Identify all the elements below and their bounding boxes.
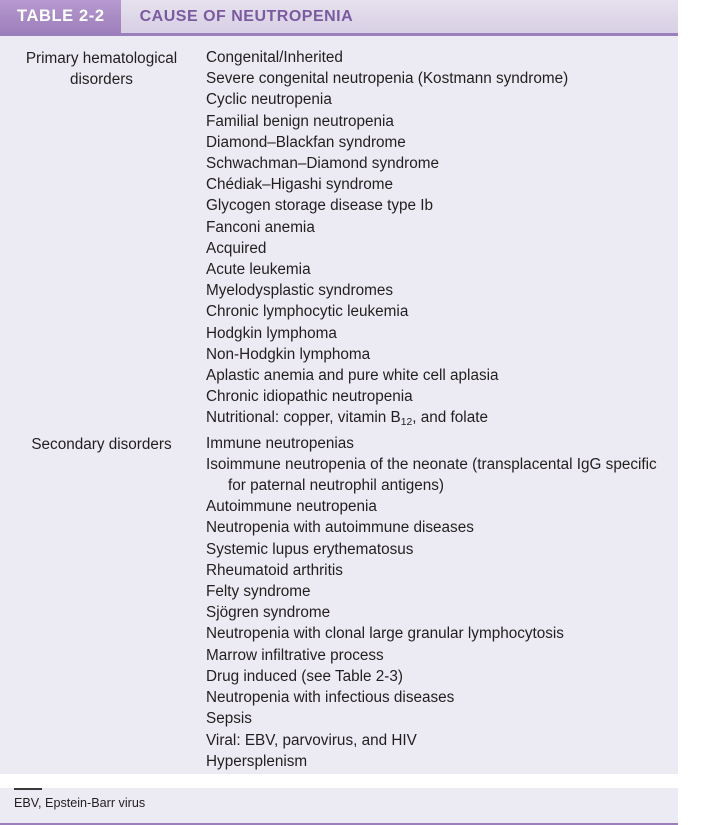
table-number-label: TABLE 2-2 — [17, 7, 105, 25]
list-item: Sjögren syndrome — [206, 604, 331, 622]
list-item: Chronic idiopathic neutropenia — [206, 388, 413, 406]
list-item: Sepsis — [206, 710, 252, 728]
list-item: Felty syndrome — [206, 583, 311, 601]
table-title: CAUSE OF NEUTROPENIA — [139, 7, 354, 25]
list-item: Schwachman–Diamond syndrome — [206, 155, 439, 173]
list-item: Autoimmune neutropenia — [206, 498, 377, 516]
table-section-primary — [0, 47, 678, 433]
list-item: Neutropenia with clonal large granular lymphocytosis — [206, 625, 564, 643]
list-item-isoimmune: Isoimmune neutropenia of the neonate (transplacental IgG specific for paternal neutrophil antigens) — [206, 455, 657, 495]
list-item: Fanconi anemia — [206, 218, 315, 236]
section-label-primary-line1: Primary hematological — [25, 50, 178, 67]
list-item: Immune neutropenias — [206, 434, 354, 452]
section-label-cell-secondary — [0, 433, 206, 455]
section-label-cell-primary — [0, 47, 206, 90]
footnote-rule — [14, 788, 42, 791]
list-item: Rheumatoid arthritis — [206, 561, 343, 579]
list-item: Marrow infiltrative process — [206, 646, 384, 664]
list-item: Myelodysplastic syndromes — [206, 282, 394, 300]
list-item: Chronic lymphocytic leukemia — [206, 303, 409, 321]
list-item: Congenital/Inherited — [206, 49, 343, 66]
section-label-primary-line2: disorders — [70, 71, 133, 89]
section-label-primary — [14, 48, 189, 90]
list-item: Familial benign neutropenia — [206, 112, 394, 130]
list-item-nutritional-prefix: Nutritional: copper, vitamin B — [206, 409, 401, 427]
section-label-secondary-line1: Secondary disorders — [31, 435, 172, 453]
list-item: Chédiak–Higashi syndrome — [206, 176, 394, 194]
list-item: Non-Hodgkin lymphoma — [206, 345, 371, 363]
list-item: Diamond–Blackfan syndrome — [206, 133, 406, 151]
list-item-nutritional-subscript: 12 — [400, 417, 413, 429]
table-header — [0, 0, 678, 36]
list-item: Glycogen storage disease type Ib — [206, 197, 434, 215]
table-number-block — [0, 0, 121, 33]
list-item: Neutropenia with infectious diseases — [206, 689, 455, 707]
footnote-text: EBV, Epstein-Barr virus — [14, 796, 146, 811]
table-body — [0, 36, 678, 774]
table-title-block — [121, 0, 354, 33]
list-item: Systemic lupus erythematosus — [206, 540, 414, 558]
list-item-nutritional — [206, 407, 670, 430]
footnote-area — [0, 788, 678, 824]
list-item: Viral: EBV, parvovirus, and HIV — [206, 731, 417, 749]
list-item: Neutropenia with autoimmune diseases — [206, 519, 474, 537]
list-item: Severe congenital neutropenia (Kostmann syndrome) — [206, 70, 569, 88]
list-item: Hypersplenism — [206, 752, 308, 770]
list-item: Acute leukemia — [206, 261, 311, 279]
section-label-secondary — [14, 434, 189, 455]
table-section-secondary — [0, 433, 678, 774]
list-item: Aplastic anemia and pure white cell aplasia — [206, 367, 499, 385]
list-item: Acquired — [206, 239, 267, 257]
section-items-cell-secondary — [206, 433, 678, 772]
list-item-nutritional-suffix: , and folate — [412, 409, 488, 427]
list-item: Hodgkin lymphoma — [206, 324, 337, 342]
list-item: Cyclic neutropenia — [206, 91, 332, 109]
section-items-cell-primary — [206, 47, 678, 431]
list-item: Drug induced (see Table 2-3) — [206, 667, 403, 685]
